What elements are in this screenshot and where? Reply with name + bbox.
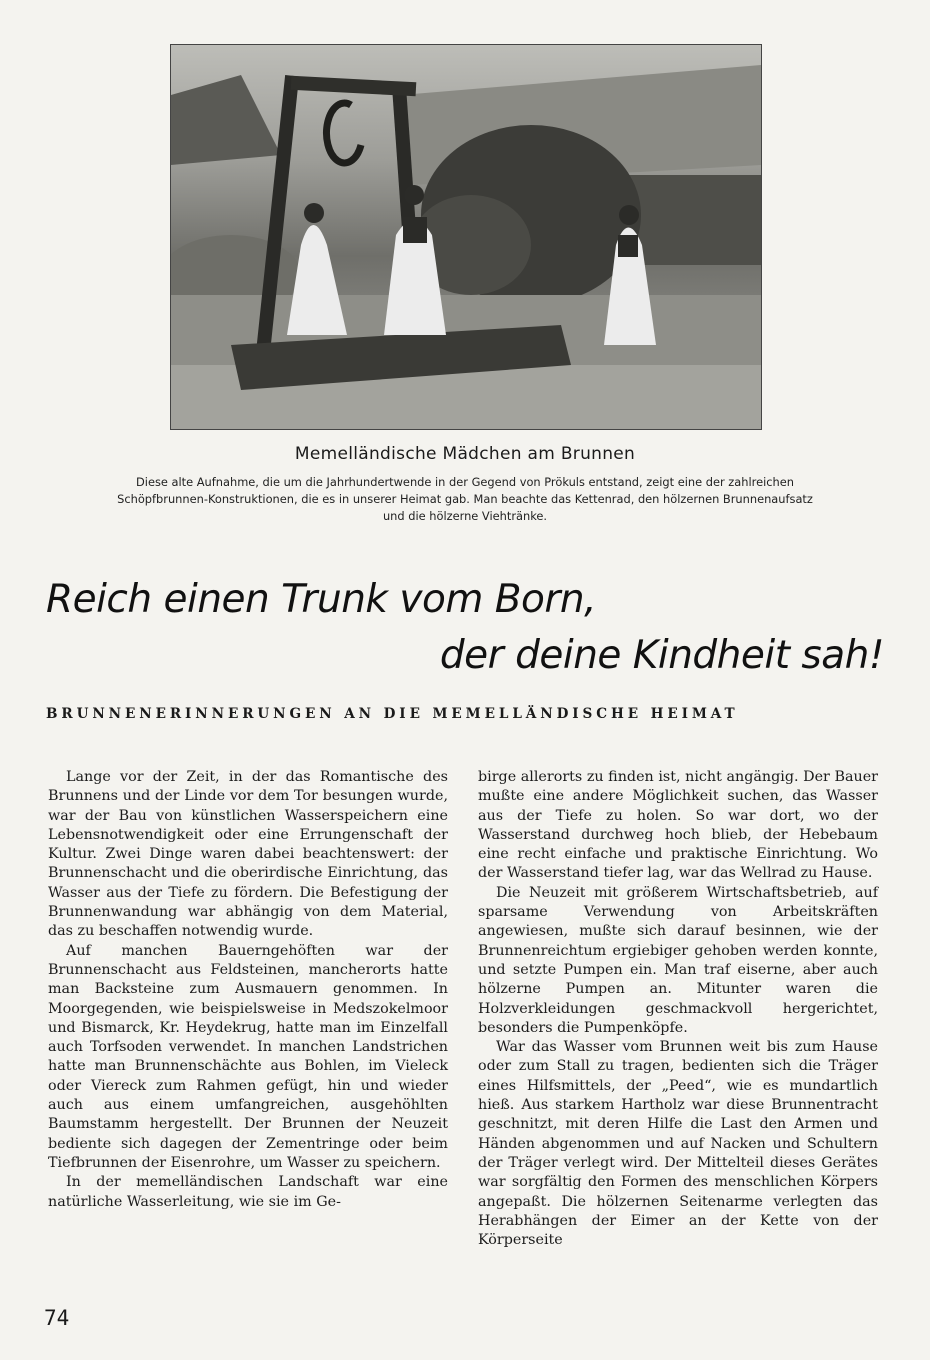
photo-illustration (171, 45, 761, 429)
article-headline (46, 572, 886, 684)
caption-line: Diese alte Aufnahme, die um die Jahrhundertwende in der Gegend von Prökuls entstand, zeigt eine der zahlreichen (136, 475, 794, 489)
historic-photo-well-girls (170, 44, 762, 430)
caption-line: Schöpfbrunnen-Konstruktionen, die es in unserer Heimat gab. Man beachte das Kettenrad, den hölzernen Brunnenaufsatz (117, 492, 813, 506)
paragraph: In der memelländischen Landschaft war eine natürliche Wasserleitung, wie sie im Ge- (48, 1174, 448, 1210)
article-subheadline: BRUNNENERINNERUNGEN AN DIE MEMELLÄNDISCHE HEIMAT (46, 706, 739, 722)
paragraph: War das Wasser vom Brunnen weit bis zum Hause oder zum Stall zu tragen, bedienten sich die Träger eines Hilfsmittels, der „Peed“, wie es mundartlich hieß. Aus starkem Hartholz war diese Brunnentracht geschnitzt, mit deren Hilfe die Last den Armen und Händen abgenommen und auf Nacken und Schultern der Träger verlegt wird. Der Mittelteil dieses Gerätes war sorgfältig den Formen des menschlichen Körpers angepaßt. Die hölzernen Seitenarme verlegten das Herabhängen der Eimer an der Kette von der Körperseite (478, 1039, 878, 1249)
paragraph: Die Neuzeit mit größerem Wirtschaftsbetrieb, auf sparsame Verwendung von Arbeitskräften angewiesen, mußte sich darauf besinnen, wie der Brunnenreichtum ergiebiger gehoben werden konnte, und setzte Pumpen ein. Man traf eiserne, aber auch hölzerne Pumpen an. Mitunter waren die Holzverkleidungen geschmackvoll hergerichtet, besonders die Pumpenköpfe. (478, 884, 878, 1036)
article-column-right (478, 768, 878, 1250)
photo-caption-title: Memelländische Mädchen am Brunnen (294, 444, 636, 464)
paragraph: Lange vor der Zeit, in der das Romantische des Brunnens und der Linde vor dem Tor besungen wurde, war der Bau von künstlichen Wasserspeichern eine Lebensnotwendigkeit oder eine Errungenschaft der Kultur. Zwei Dinge waren dabei beachtenswert: der Brunnenschacht und die oberirdische Einrichtung, das Wasser aus der Tiefe zu fördern. Die Befestigung der Brunnenwandung war abhängig von dem Material, das zu beschaffen notwendig wurde. (48, 769, 448, 940)
headline-line-1: Reich einen Trunk vom Born, (46, 577, 596, 622)
paragraph: Auf manchen Bauerngehöften war der Brunnenschacht aus Feldsteinen, mancherorts hatte man Backsteine zum Ausmauern genommen. In Moorgegenden, wie beispielsweise in Medszokelmoor und Bismarck, Kr. Heydekrug, hatte man im Einzelfall auch Torfsoden verwendet. In manchen Landstrichen hatte man Brunnenschächte aus Bohlen, im Vieleck oder Viereck zum Rahmen gefügt, hin und wieder auch aus einem umfangreichen, ausgehöhlten Baumstamm hergestellt. Der Brunnen der Neuzeit bediente sich dagegen der Zementringe oder beim Tiefbrunnen der Eisenrohre, um Wasser zu speichern. (48, 942, 448, 1171)
headline-line-2: der deine Kindheit sah! (439, 633, 884, 678)
paragraph: birge allerorts zu finden ist, nicht angängig. Der Bauer mußte eine andere Möglichkeit suchen, das Wasser aus der Tiefe zu holen. So war dort, wo der Wasserstand durchweg hoch blieb, der Hebebaum eine recht einfache und praktische Einrichtung. Wo der Wasserstand tiefer lag, war das Wellrad zu Hause. (478, 769, 878, 882)
caption-line: und die hölzerne Viehtränke. (382, 509, 548, 523)
page-number: 74 (44, 1306, 70, 1330)
article-column-left (48, 768, 448, 1212)
photo-caption-text (70, 474, 860, 525)
